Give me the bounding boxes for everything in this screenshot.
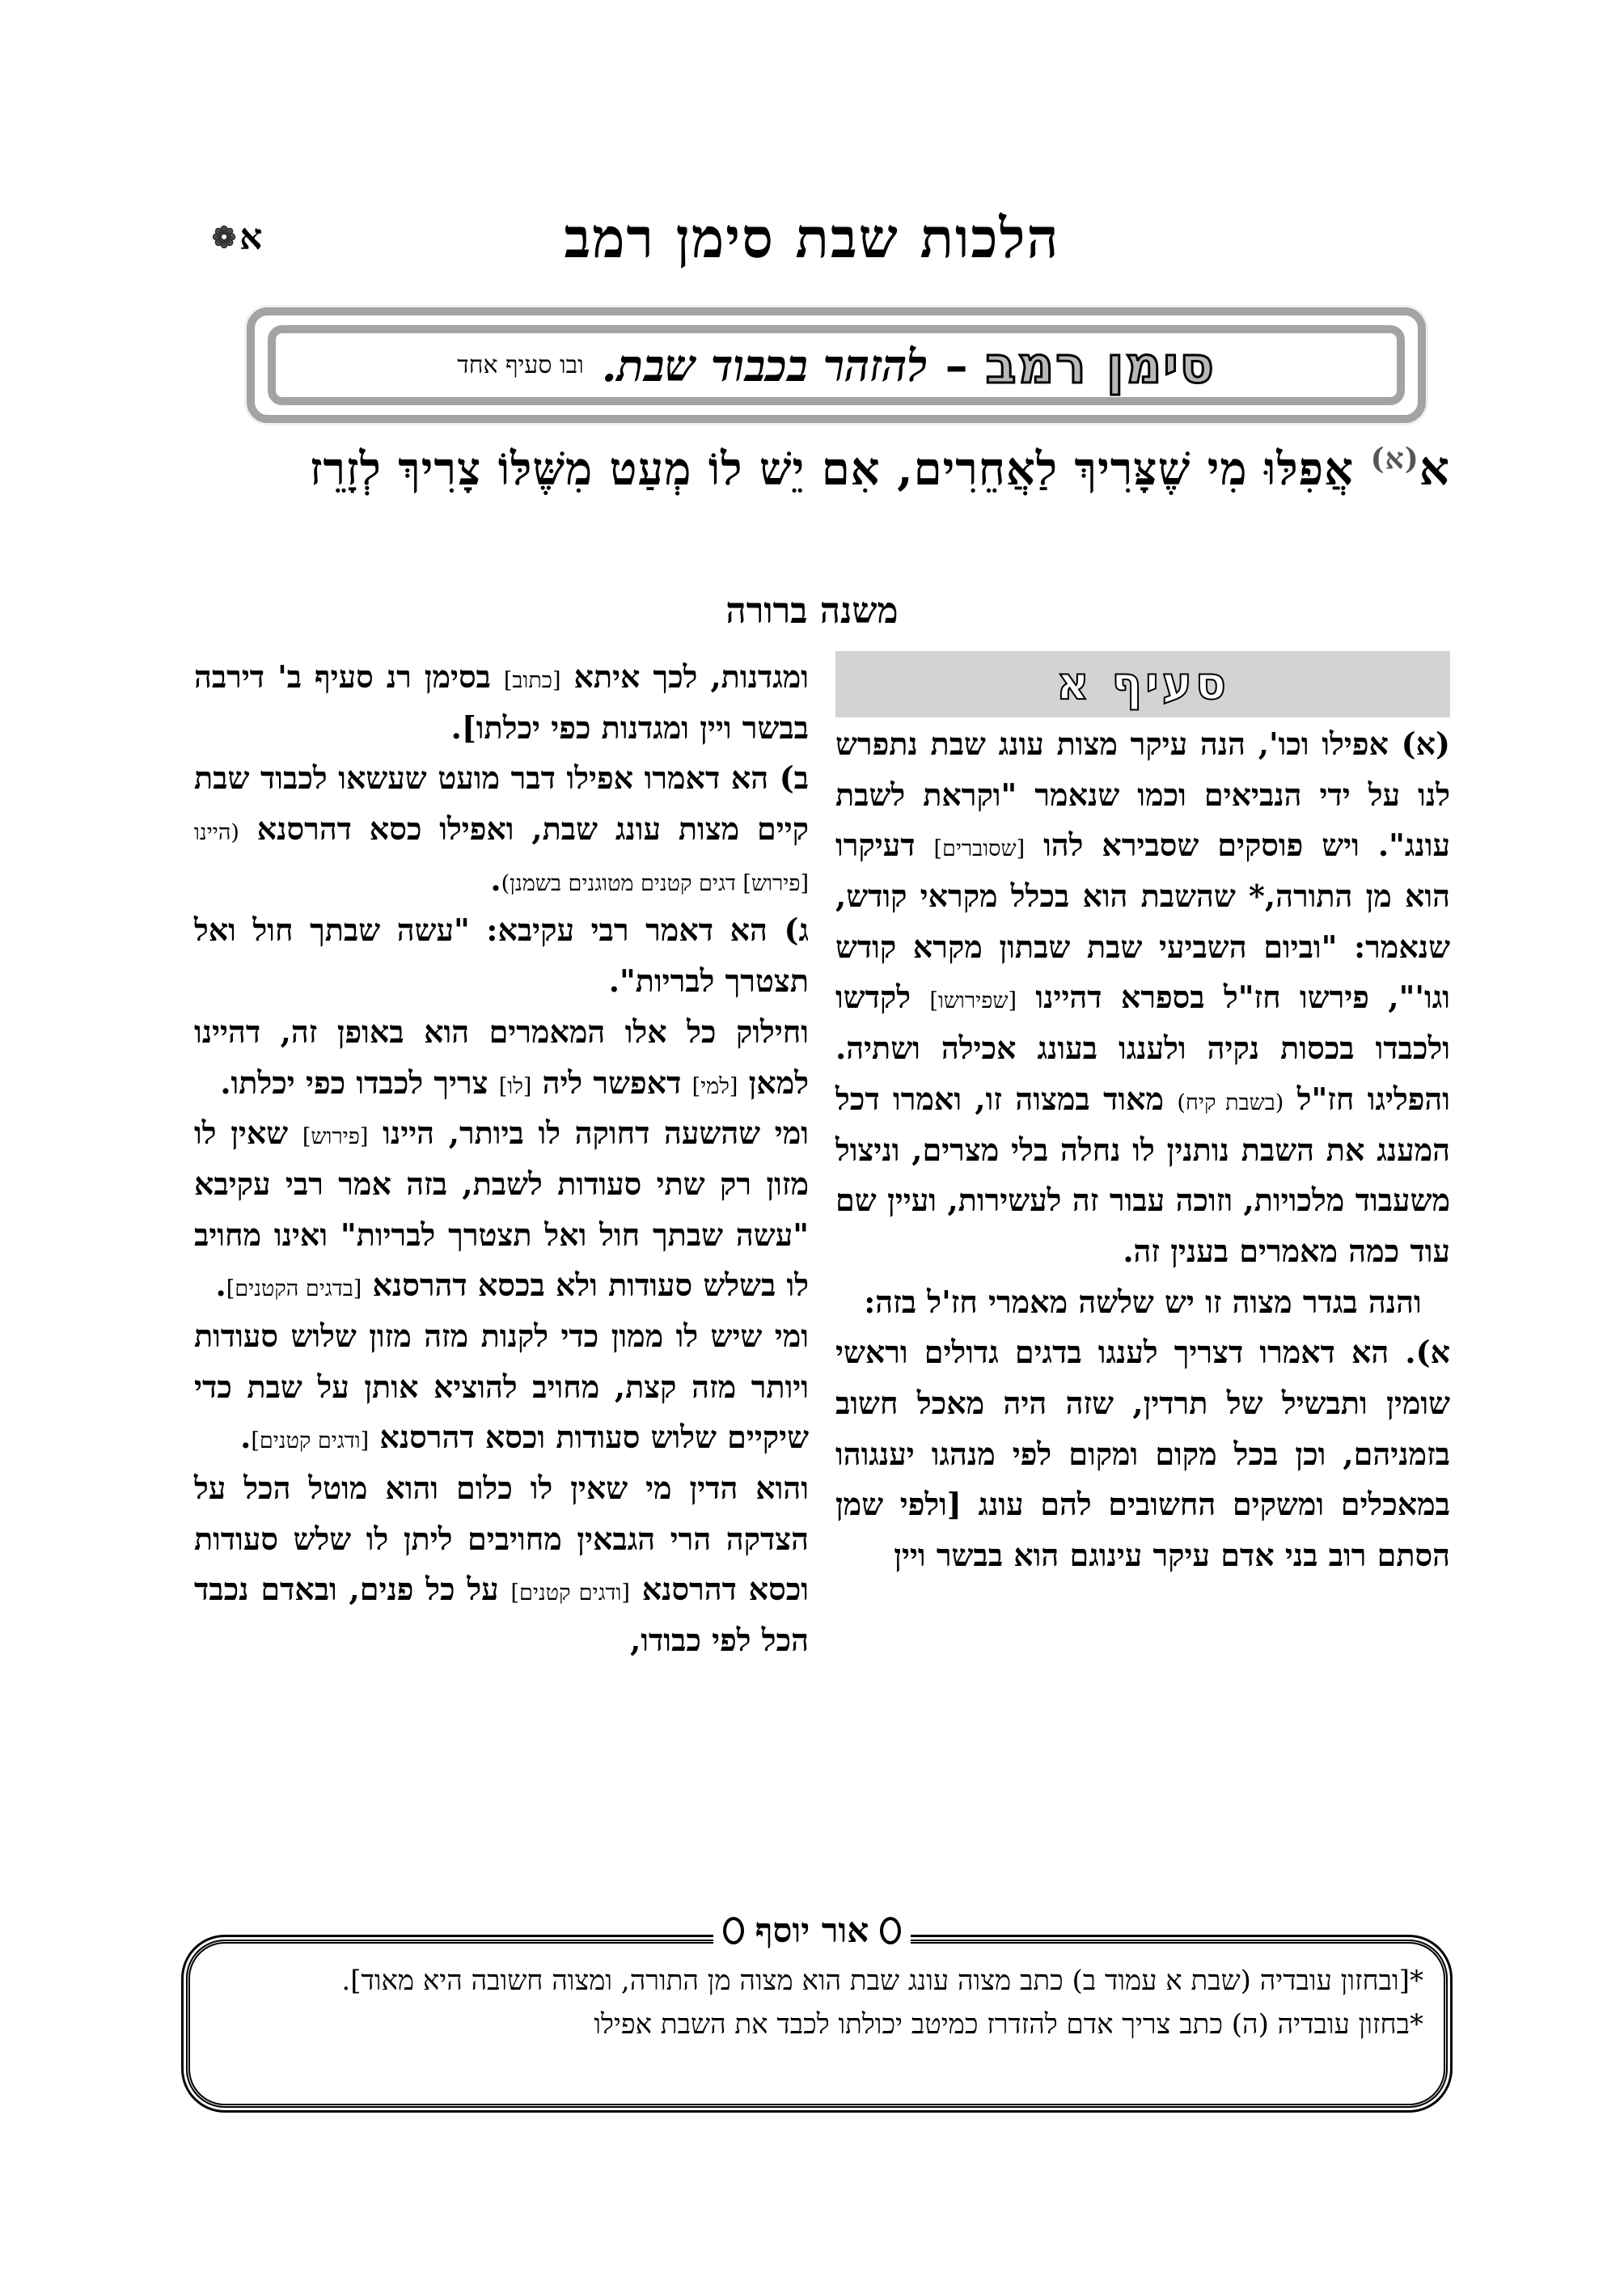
paragraph-text: בסימן רנ סעיף ב' דירבה בבשר ויין ומגדנות כפי יכלתו]. [194, 658, 809, 746]
paragraph-text: וחילוק כל אלו המאמרים הוא באופן זה, דהיינו למאן [194, 1013, 809, 1101]
footnote-body [198, 1959, 1423, 2047]
paragraph-text: והנה בגדר מצוה זו יש שלשה מאמרי חז'ל בזה: [864, 1283, 1422, 1320]
commentary-right-column [835, 651, 1450, 1581]
commentary-paragraph [194, 1007, 809, 1108]
ring-ornament-icon [723, 1917, 744, 1944]
commentary-paragraph [194, 1463, 809, 1666]
paragraph-text: דעיקרו הוא מן התורה,* שהשבת הוא בכלל מקראי קודש, שנאמר: "וביום השביעי שבת שבתון מקרא קודש וגו'", פירשו חז"ל בספרא דהיינו [835, 827, 1450, 1016]
footnote-title [713, 1910, 911, 1951]
item-marker: ב) [779, 759, 809, 797]
paragraph-text: לקדשו ולכבדו בכסות נקיה ולענגו בעונג אכילה ושתיה. והפליגו חז"ל [835, 979, 1450, 1117]
paragraph-text: דאפשר ליה [531, 1064, 692, 1101]
footnote-title-bar [0, 1910, 1624, 1959]
gloss: [לו] [498, 1073, 532, 1099]
commentary-paragraph [835, 1277, 1450, 1328]
paragraph-text: מאוד במצוה זו, ואמרו דכל המענג את השבת נותנין לו נחלה בלי מצרים, וניצול משעבוד מלכויות, וזוכה עבור זה לעשירות, ועיין שם עוד כמה מאמרים בענין זה. [835, 1080, 1450, 1269]
page-number-letter: א [239, 217, 263, 258]
paragraph-text: א). הא דאמרו דצריך לענגו בדגים גדולים וראשי שומין ותבשיל של תרדין, שזה היה מאכל חשוב בזמניהם, וכן בכל מקום ומקום לפי מנהגו יענגוהו במאכלים ומשקים החשובים להם עונג [ולפי שמן הסתם רוב בני אדם עיקר עינוגם הוא בבשר ויין [835, 1334, 1450, 1573]
footnote: *[ובחזון עובדיה (שבת א עמוד ב) כתב מצוה עונג שבת הוא מצוה מן התורה, ומצוה חשובה היא מאוד]. [341, 1965, 1423, 1997]
paragraph-text: הא דאמר רבי עקיבא: "עשה שבתך חול ואל תצטרך לבריות". [194, 912, 809, 1000]
item-marker: ג) [784, 912, 809, 949]
commentary-paragraph [194, 905, 809, 1006]
gloss: [ודגים קטנים] [510, 1580, 630, 1606]
main-text-body: אֲפִלּוּ מִי שֶׁצָּרִיךְ לַאֲחֵרִים, אִם יֵשׁ לוֹ מְעַט מִשֶּׁלּוֹ צָרִיךְ לְזָרֵז [309, 442, 1355, 496]
footnote-title-text: אור יוסף [755, 1910, 869, 1950]
flower-ornament-icon: ❁ [212, 220, 237, 255]
dibur-hamatchil: (א) אפילו וכו', [1258, 726, 1451, 762]
commentary-marker: (א) [1370, 442, 1419, 476]
paragraph-text: . [490, 861, 501, 898]
gloss: [פירוש] [302, 1124, 369, 1150]
paragraph-text: . [215, 1267, 226, 1304]
gloss: (בשבת קיח) [1177, 1089, 1284, 1115]
commentary-left-column [194, 652, 809, 1666]
commentary-paragraph [194, 1108, 809, 1311]
paragraph-text: צריך לכבדו כפי יכלתו. [220, 1064, 499, 1101]
gloss: [כתוב] [503, 668, 561, 693]
paragraph-text: שאין לו מזון רק שתי סעודות לשבת, בזה אמר רבי עקיבא "עשה שבתך חול ואל תצטרך לבריות" ואינו מחויב לו בשלש סעודות ולא בכסא דהרסנא [194, 1115, 809, 1304]
gloss: [ודגים קטנים] [251, 1428, 370, 1454]
paragraph-text: הנה עיקר מצות עונג שבת נתפרש לנו על ידי הנביאים וכמו שנאמר "וקראת לשבת עונג". ויש פוסקים שסבירא להו [835, 726, 1450, 864]
commentary-paragraph [194, 753, 809, 905]
paragraph-text: הא דאמרו אפילו דבר מועט שעשאו לכבוד שבת קיים מצות עונג שבת, ואפילו כסא דהרסנא [194, 759, 809, 848]
paragraph-text: והוא הדין מי שאין לו כלום והוא מוטל הכל על הצדקה הרי הגבאין מחויבים ליתן לו שלש סעודות וכסא דהרסנא [194, 1470, 809, 1608]
siman-dash: – [945, 338, 968, 392]
siman-title-frame [247, 307, 1426, 423]
siman-title: סימן רמב [985, 336, 1216, 395]
seif-label: סעיף א [1056, 657, 1229, 710]
paragraph-text: ומגדנות, לכך איתא [560, 658, 809, 695]
commentary-heading: משנה ברורה [725, 590, 899, 632]
shulchan-aruch-text [178, 441, 1450, 496]
commentary-paragraph [835, 719, 1450, 1277]
gloss: [שפירושו] [929, 988, 1017, 1014]
siman-subject: להזהר בכבוד שבת. [601, 339, 928, 391]
paragraph-text: ומי שיש לו ממון כדי לקנות מזה מזון שלוש סעודות ויותר מזה קצת, מחויב להוציא אותן על שבת כדי שיקיים שלוש סעודות וכסא דהרסנא [194, 1317, 809, 1456]
seif-letter: א [1419, 441, 1450, 496]
commentary-paragraph [835, 1327, 1450, 1580]
commentary-paragraph [194, 1311, 809, 1463]
frame-inner-border [268, 325, 1405, 405]
footnote: *בחזון עובדיה (ה) כתב צריך אדם להזדרז כמיטב יכולתו לכבד את השבת אפילו [594, 2008, 1423, 2041]
paragraph-text: ומי שהשעה דחוקה לו ביותר, היינו [368, 1115, 809, 1152]
gloss: [למי] [691, 1073, 738, 1099]
commentary-paragraph [194, 652, 809, 753]
gloss: [שסוברים] [933, 836, 1026, 862]
ring-ornament-icon [880, 1917, 901, 1944]
paragraph-text: . [240, 1419, 252, 1456]
running-title: הלכות שבת סימן רמב [564, 206, 1060, 271]
siman-note: ובו סעיף אחד [457, 351, 584, 379]
gloss: (היינו [פירוש] דגים קטנים מטוגנים בשמנן) [194, 820, 809, 896]
gloss: [בדגים הקטנים] [226, 1276, 362, 1302]
paragraph-text: על כל פנים, ובאדם נכבד הכל לפי כבודו, [194, 1571, 809, 1659]
seif-header-box [835, 651, 1450, 717]
